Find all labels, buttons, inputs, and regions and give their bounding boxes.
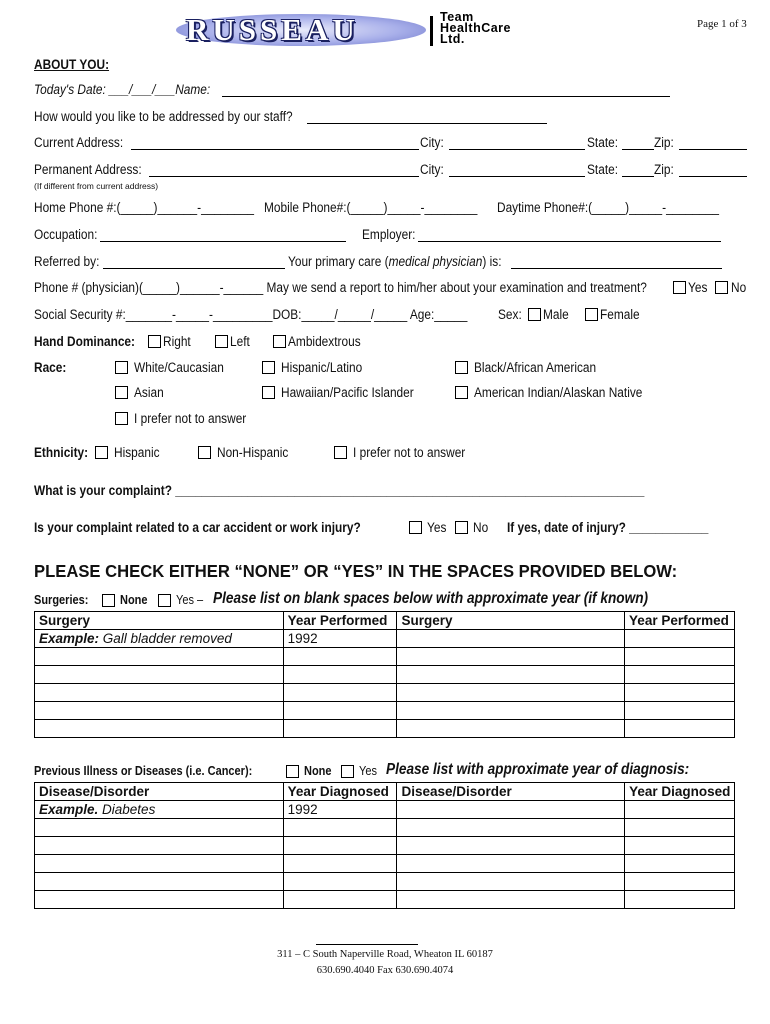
referred-by-field[interactable]: [103, 268, 285, 269]
referred-by-label: Referred by:: [34, 254, 100, 269]
permanent-zip-field[interactable]: [679, 176, 747, 177]
race-asian-checkbox[interactable]: [115, 386, 128, 399]
table-cell[interactable]: [35, 648, 284, 666]
race-hawaiian-label: Hawaiian/Pacific Islander: [281, 385, 414, 400]
table-header: Surgery: [35, 612, 284, 630]
table-cell[interactable]: [35, 666, 284, 684]
permanent-state-field[interactable]: [622, 176, 654, 177]
primary-care-label: Your primary care (medical physician) is:: [288, 254, 502, 269]
addressed-field[interactable]: [307, 123, 547, 124]
hand-right-label: Right: [163, 334, 191, 349]
race-prefer-not-label: I prefer not to answer: [134, 411, 247, 426]
hand-right-checkbox[interactable]: [148, 335, 161, 348]
current-address-label: Current Address:: [34, 135, 124, 150]
injury-date-label: If yes, date of injury? ____________: [507, 520, 709, 535]
table-cell[interactable]: [625, 819, 735, 837]
hand-ambidextrous-label: Ambidextrous: [288, 334, 361, 349]
report-yes-checkbox[interactable]: [673, 281, 686, 294]
table-cell[interactable]: [625, 720, 735, 738]
illness-none-label: None: [304, 764, 332, 778]
table-cell[interactable]: [625, 648, 735, 666]
table-cell[interactable]: [397, 819, 625, 837]
ethnicity-prefer-not-checkbox[interactable]: [334, 446, 347, 459]
report-yes-label: Yes: [688, 280, 708, 295]
race-hispanic-label: Hispanic/Latino: [281, 360, 363, 375]
current-city-field[interactable]: [449, 149, 585, 150]
name-field[interactable]: [222, 96, 670, 97]
race-black-checkbox[interactable]: [455, 361, 468, 374]
ssn-label: Social Security #:_______-_____-_________DOB:_____/_____/_____ Age:_____: [34, 307, 468, 322]
logo-sub-text: Team HealthCare Ltd.: [440, 10, 511, 46]
race-black-label: Black/African American: [474, 360, 597, 375]
sex-male-label: Male: [543, 307, 569, 322]
table-header: Disease/Disorder: [35, 783, 284, 801]
table-cell[interactable]: [35, 873, 284, 891]
ethnicity-hispanic-checkbox[interactable]: [95, 446, 108, 459]
table-cell[interactable]: [397, 855, 625, 873]
primary-care-field[interactable]: [511, 268, 722, 269]
sex-female-checkbox[interactable]: [585, 308, 598, 321]
table-cell[interactable]: [625, 630, 735, 648]
todays-date-label: Today's Date: ___/___/___Name:: [34, 82, 211, 97]
race-hispanic-checkbox[interactable]: [262, 361, 275, 374]
hand-ambidextrous-checkbox[interactable]: [273, 335, 286, 348]
current-zip-field[interactable]: [679, 149, 747, 150]
illness-note: Please list with approximate year of diagnosis:: [386, 761, 690, 778]
permanent-city-label: City:: [420, 162, 444, 177]
table-header: Year Performed: [283, 612, 397, 630]
table-row: [35, 666, 735, 684]
phone-physician-label: Phone # (physician)(_____)______-______ May we send a report to him/her about your examination and treatment?: [34, 280, 647, 295]
ethnicity-label: Ethnicity:: [34, 445, 89, 460]
table-cell[interactable]: [283, 684, 397, 702]
race-american-indian-label: American Indian/Alaskan Native: [474, 385, 643, 400]
surgeries-table: [34, 611, 735, 738]
sex-male-checkbox[interactable]: [528, 308, 541, 321]
example-year-cell: 1992: [283, 630, 397, 648]
table-cell[interactable]: [625, 837, 735, 855]
race-prefer-not-checkbox[interactable]: [115, 412, 128, 425]
race-asian-label: Asian: [134, 385, 164, 400]
table-cell[interactable]: [283, 873, 397, 891]
permanent-city-field[interactable]: [449, 176, 585, 177]
current-city-label: City:: [420, 135, 444, 150]
table-cell[interactable]: [397, 630, 625, 648]
table-header: Disease/Disorder: [397, 783, 625, 801]
surgeries-yes-label: Yes –: [176, 593, 204, 607]
table-cell[interactable]: [397, 666, 625, 684]
ethnicity-non-hispanic-label: Non-Hispanic: [217, 445, 289, 460]
current-zip-label: Zip:: [654, 135, 674, 150]
current-state-field[interactable]: [622, 149, 654, 150]
race-white-checkbox[interactable]: [115, 361, 128, 374]
surgeries-none-checkbox[interactable]: [102, 594, 115, 607]
example-cell: Example. Diabetes: [35, 801, 284, 819]
illness-label: Previous Illness or Diseases (i.e. Cancer):: [34, 764, 253, 778]
table-cell[interactable]: [625, 873, 735, 891]
race-white-label: White/Caucasian: [134, 360, 224, 375]
table-cell[interactable]: [397, 837, 625, 855]
table-row: [35, 702, 735, 720]
surgeries-label: Surgeries:: [34, 593, 89, 607]
footer-divider: [316, 944, 418, 945]
accident-yes-checkbox[interactable]: [409, 521, 422, 534]
sex-label: Sex:: [498, 307, 522, 322]
report-no-label: No: [731, 280, 747, 295]
home-phone-label: Home Phone #:(_____)______-________: [34, 200, 254, 215]
page-number: Page 1 of 3: [697, 18, 747, 30]
table-cell[interactable]: [625, 855, 735, 873]
table-cell[interactable]: [397, 648, 625, 666]
table-cell[interactable]: [35, 855, 284, 873]
table-row: [35, 891, 735, 909]
logo-main-text: RUSSEAU: [186, 12, 359, 47]
table-cell[interactable]: [283, 720, 397, 738]
complaint-label: What is your complaint? _______________________________________________________________________: [34, 483, 645, 498]
table-cell[interactable]: [283, 702, 397, 720]
table-cell[interactable]: [283, 837, 397, 855]
table-cell[interactable]: [625, 684, 735, 702]
illness-table: [34, 782, 735, 909]
illness-yes-checkbox[interactable]: [341, 765, 354, 778]
daytime-phone-label: Daytime Phone#:(_____)_____-________: [497, 200, 719, 215]
permanent-state-label: State:: [587, 162, 619, 177]
surgeries-yes-checkbox[interactable]: [158, 594, 171, 607]
table-row: [35, 873, 735, 891]
table-cell[interactable]: [397, 873, 625, 891]
table-cell[interactable]: [625, 801, 735, 819]
hand-left-checkbox[interactable]: [215, 335, 228, 348]
example-year-cell: 1992: [283, 801, 397, 819]
table-row: [35, 801, 735, 819]
table-header: Surgery: [397, 612, 625, 630]
table-row: [35, 720, 735, 738]
table-cell[interactable]: [35, 837, 284, 855]
table-cell[interactable]: [283, 648, 397, 666]
table-header-row: [35, 612, 735, 630]
ethnicity-prefer-not-label: I prefer not to answer: [353, 445, 466, 460]
table-cell[interactable]: [283, 891, 397, 909]
footer-phone: 630.690.4040 Fax 630.690.4074: [316, 965, 454, 976]
table-header: Year Performed: [625, 612, 735, 630]
addressed-label: How would you like to be addressed by our staff?: [34, 109, 293, 124]
report-no-checkbox[interactable]: [715, 281, 728, 294]
sex-female-label: Female: [600, 307, 640, 322]
table-cell[interactable]: [283, 666, 397, 684]
logo-divider: [430, 16, 433, 46]
race-hawaiian-checkbox[interactable]: [262, 386, 275, 399]
table-header: Year Diagnosed: [283, 783, 397, 801]
mobile-phone-label: Mobile Phone#:(_____)_____-________: [264, 200, 478, 215]
accident-label: Is your complaint related to a car accident or work injury?: [34, 520, 361, 535]
permanent-zip-label: Zip:: [654, 162, 674, 177]
current-address-field[interactable]: [131, 149, 419, 150]
race-label: Race:: [34, 360, 67, 375]
table-cell[interactable]: [35, 684, 284, 702]
table-row: [35, 684, 735, 702]
surgeries-note: Please list on blank spaces below with approximate year (if known): [213, 590, 649, 607]
employer-label: Employer:: [362, 227, 416, 242]
current-state-label: State:: [587, 135, 619, 150]
hand-dominance-label: Hand Dominance:: [34, 334, 135, 349]
table-cell[interactable]: [625, 666, 735, 684]
employer-field[interactable]: [418, 241, 721, 242]
illness-yes-label: Yes: [359, 764, 377, 778]
occupation-label: Occupation:: [34, 227, 98, 242]
table-cell[interactable]: [35, 702, 284, 720]
table-cell[interactable]: [397, 801, 625, 819]
section-title: ABOUT YOU:: [34, 57, 110, 72]
table-header: Year Diagnosed: [625, 783, 735, 801]
permanent-address-label: Permanent Address:: [34, 162, 142, 177]
ethnicity-non-hispanic-checkbox[interactable]: [198, 446, 211, 459]
occupation-field[interactable]: [100, 241, 346, 242]
table-cell[interactable]: [625, 891, 735, 909]
example-cell: Example: Gall bladder removed: [35, 630, 284, 648]
accident-no-checkbox[interactable]: [455, 521, 468, 534]
table-row: [35, 837, 735, 855]
table-row: [35, 648, 735, 666]
hand-left-label: Left: [230, 334, 250, 349]
table-row: [35, 855, 735, 873]
footer-address: 311 – C South Naperville Road, Wheaton IL 60187: [277, 949, 493, 960]
table-row: [35, 630, 735, 648]
instructions-heading: PLEASE CHECK EITHER “NONE” OR “YES” IN THE SPACES PROVIDED BELOW:: [34, 561, 678, 581]
race-american-indian-checkbox[interactable]: [455, 386, 468, 399]
table-header-row: [35, 783, 735, 801]
permanent-address-field[interactable]: [149, 176, 419, 177]
table-cell[interactable]: [35, 891, 284, 909]
table-cell[interactable]: [283, 819, 397, 837]
table-cell[interactable]: [397, 720, 625, 738]
table-cell[interactable]: [397, 702, 625, 720]
table-cell[interactable]: [397, 891, 625, 909]
table-row: [35, 819, 735, 837]
illness-none-checkbox[interactable]: [286, 765, 299, 778]
accident-no-label: No: [473, 520, 489, 535]
table-cell[interactable]: [283, 855, 397, 873]
table-cell[interactable]: [625, 702, 735, 720]
ethnicity-hispanic-label: Hispanic: [114, 445, 160, 460]
table-cell[interactable]: [35, 819, 284, 837]
table-cell[interactable]: [35, 720, 284, 738]
if-different-note: (If different from current address): [34, 181, 159, 191]
table-cell[interactable]: [397, 684, 625, 702]
accident-yes-label: Yes: [427, 520, 447, 535]
surgeries-none-label: None: [120, 593, 148, 607]
